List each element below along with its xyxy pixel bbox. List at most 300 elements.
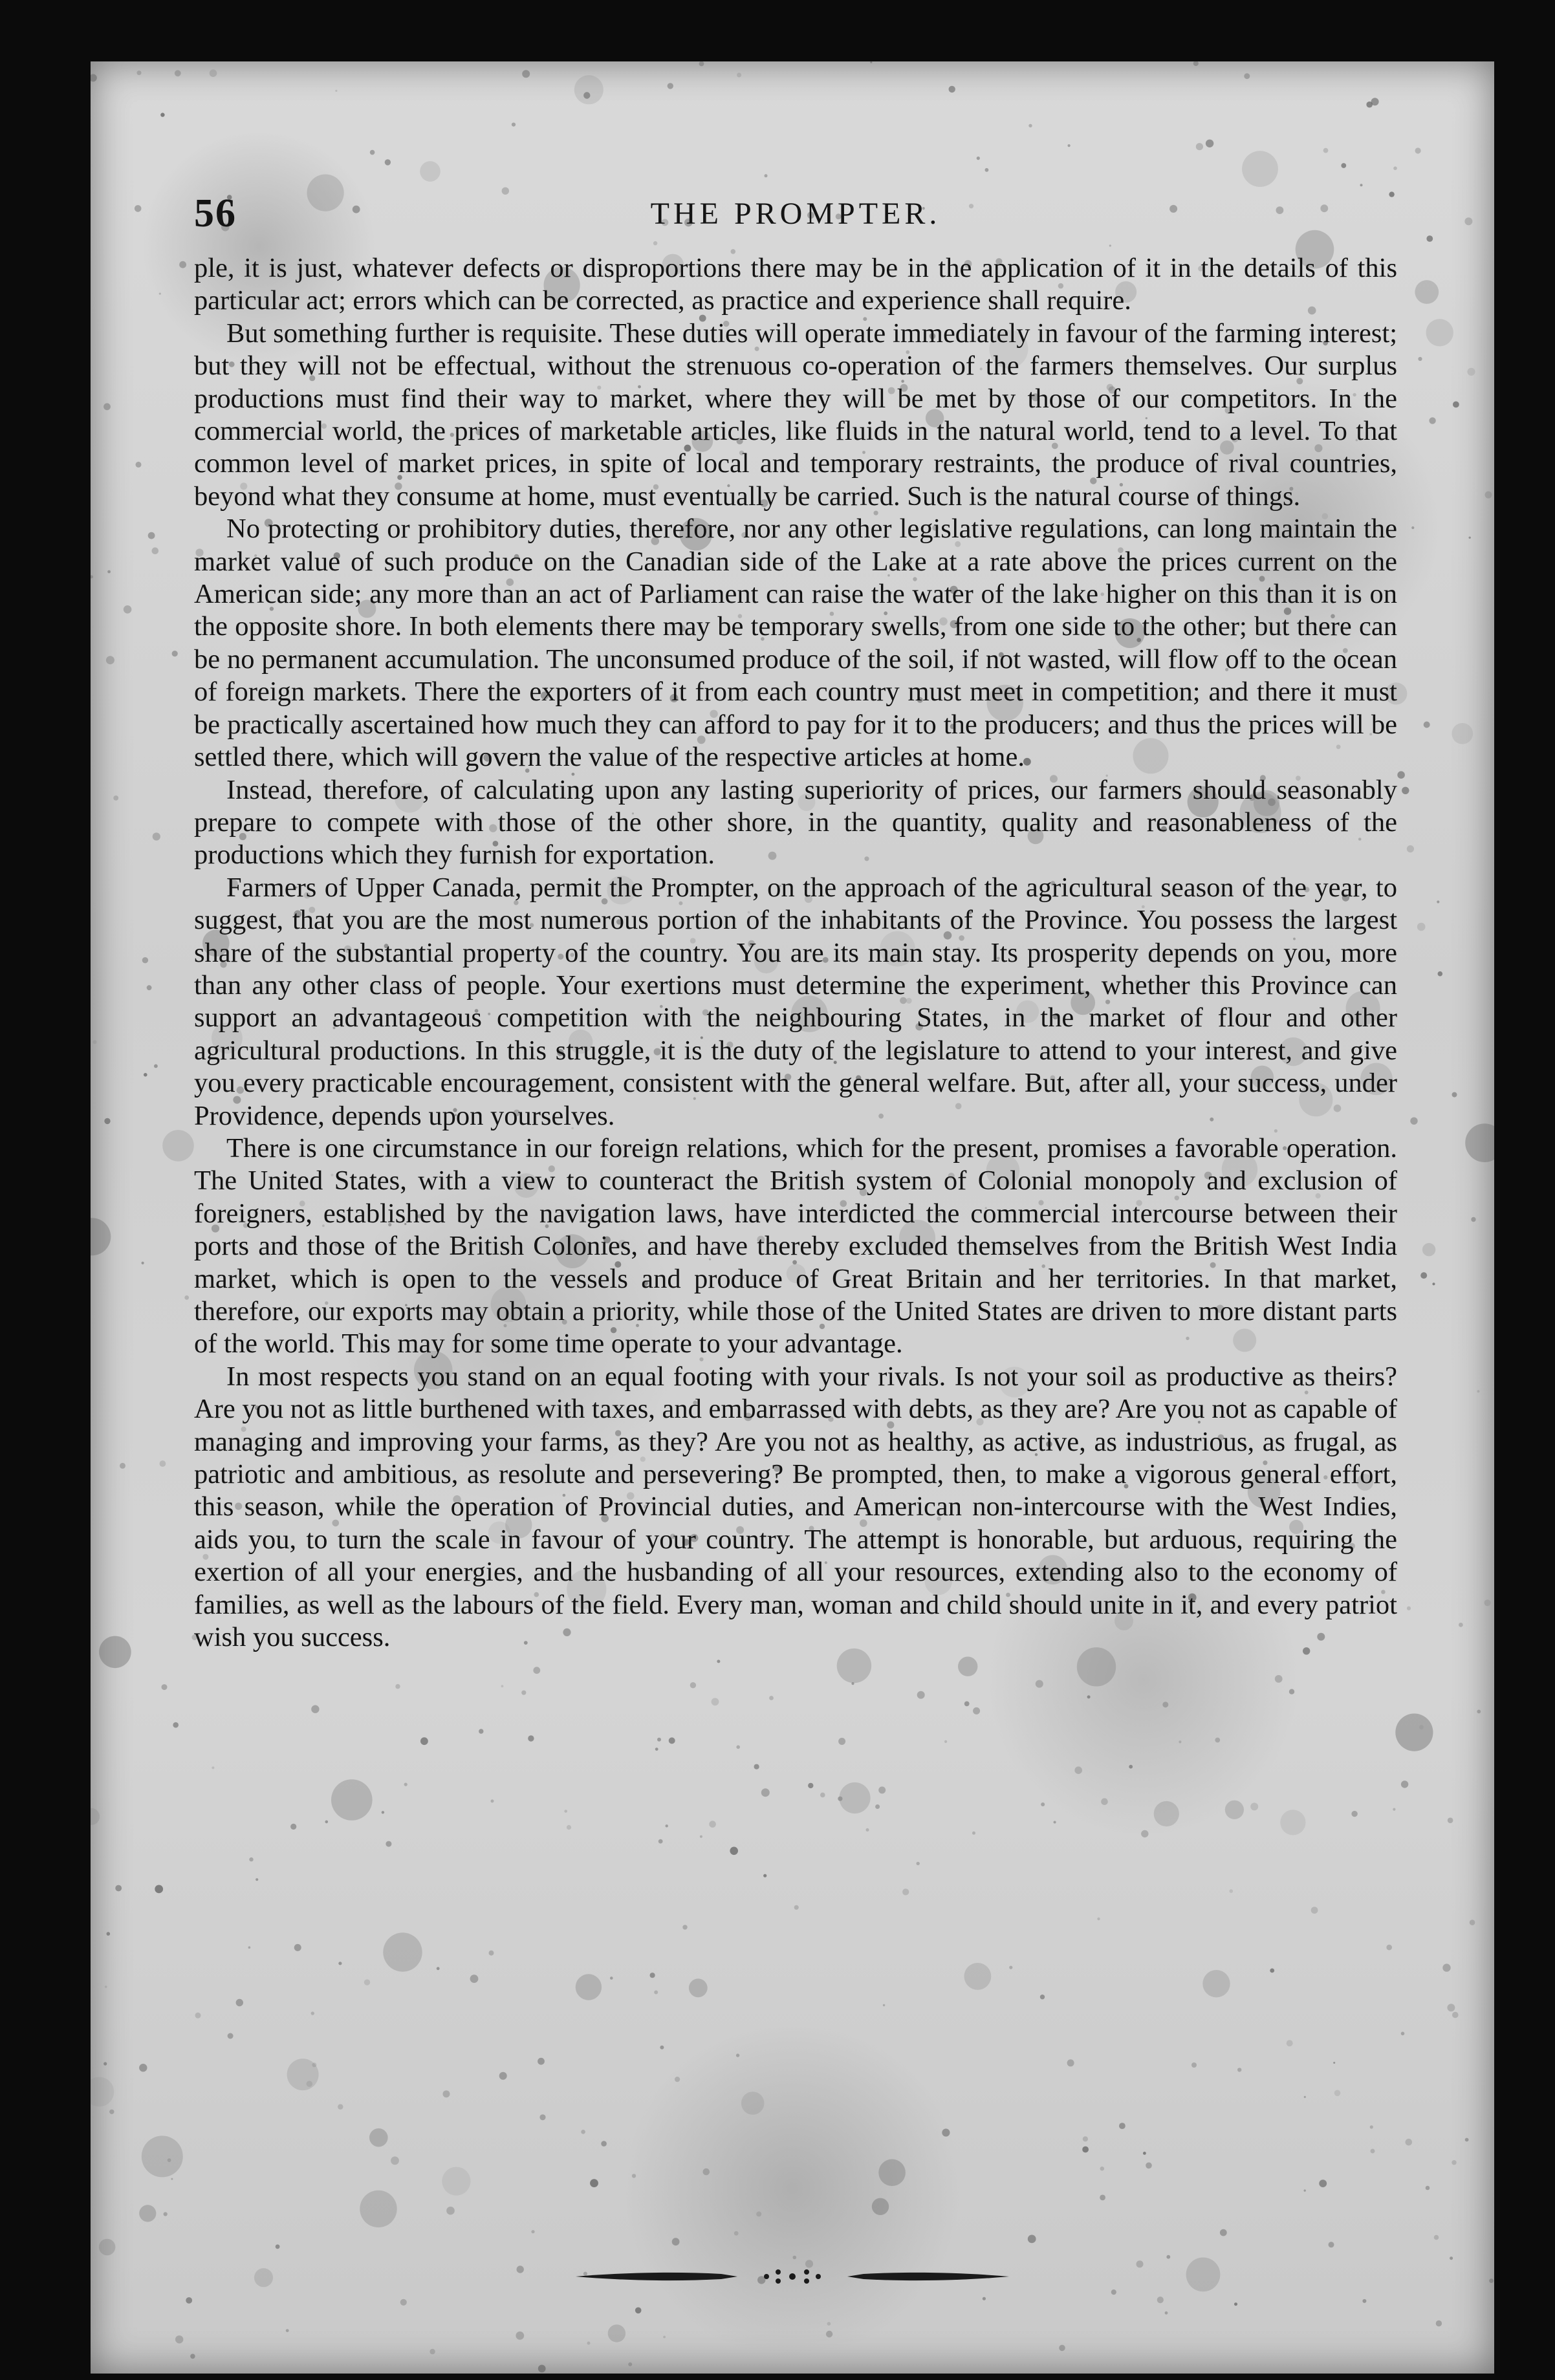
speckle (294, 1944, 301, 1951)
speckle (1304, 2189, 1306, 2191)
speckle (147, 985, 152, 990)
speckle (583, 92, 590, 98)
speckle (737, 73, 741, 78)
speckle (142, 2136, 183, 2177)
speckle (682, 1925, 687, 1929)
speckle (1401, 1780, 1408, 1788)
speckle (290, 1824, 296, 1830)
speckle (1028, 2235, 1036, 2244)
speckle (635, 2308, 642, 2314)
speckle (666, 1824, 668, 1827)
speckle (1191, 2062, 1197, 2068)
speckle (985, 168, 989, 172)
speckle (135, 205, 142, 212)
speckle (820, 1793, 825, 1798)
ornament-dot (776, 2269, 781, 2275)
speckle (917, 1691, 925, 1699)
speckle (1165, 2311, 1168, 2315)
ornament-dot (804, 2278, 809, 2284)
speckle (538, 2365, 546, 2373)
speckle (1452, 2012, 1459, 2018)
speckle (137, 70, 142, 75)
page-number: 56 (194, 191, 237, 235)
speckle (1417, 923, 1426, 931)
speckle (883, 2004, 885, 2006)
speckle (162, 1130, 194, 1162)
speckle (973, 1707, 980, 1715)
speckle (107, 570, 111, 574)
speckle (1119, 2123, 1125, 2129)
speckle (443, 2090, 450, 2097)
speckle (107, 1932, 111, 1936)
speckle (212, 1766, 214, 1769)
speckle (1397, 771, 1405, 779)
speckle (972, 1832, 975, 1835)
speckle (1407, 1606, 1411, 1610)
speckle (1467, 368, 1475, 376)
speckle (1166, 2255, 1170, 2259)
speckle (113, 795, 118, 801)
speckle (1452, 723, 1473, 744)
speckle (730, 1847, 738, 1855)
speckle (793, 2256, 797, 2260)
speckle (1422, 1243, 1435, 1256)
speckle (383, 1932, 422, 1971)
speckle (1067, 2059, 1074, 2066)
speckle (538, 2058, 545, 2065)
speckle (501, 1685, 504, 1687)
speckle (763, 1874, 767, 1877)
speckle (491, 1799, 494, 1802)
speckle (942, 2128, 950, 2136)
speckle (335, 90, 337, 92)
speckle (1453, 402, 1459, 408)
speckle (1289, 1689, 1294, 1694)
ornament-center-dot (789, 2273, 796, 2280)
speckle (574, 75, 604, 104)
speckle (1419, 1725, 1424, 1729)
speckle (1202, 1970, 1230, 1997)
speckle (1193, 61, 1199, 66)
speckle (124, 605, 132, 614)
speckle (1304, 2096, 1306, 2098)
speckle (103, 403, 111, 410)
speckle (1465, 2138, 1469, 2142)
speckle (91, 1808, 100, 1825)
speckle (446, 2207, 455, 2215)
speckle (1129, 1765, 1133, 1769)
speckle (1393, 166, 1397, 170)
speckle (99, 1636, 131, 1669)
speckle (628, 2363, 632, 2366)
speckle (1406, 2139, 1413, 2146)
speckle (386, 1841, 391, 1847)
speckle (1410, 1118, 1417, 1125)
speckle (977, 157, 980, 160)
speckle (1471, 1217, 1475, 1222)
speckle (610, 1976, 613, 1980)
speckle (1452, 2160, 1456, 2165)
speckle (672, 2238, 680, 2245)
speckle (148, 532, 155, 539)
speckle (712, 1698, 719, 1705)
speckle (369, 2128, 388, 2147)
ornament-dot (816, 2274, 821, 2279)
speckle (699, 61, 704, 66)
speckle (420, 161, 440, 182)
speckle (1206, 140, 1213, 147)
speckle (338, 1962, 342, 1965)
speckle (1319, 2180, 1327, 2187)
ornament-dot (776, 2278, 781, 2284)
speckle (1434, 2235, 1439, 2240)
speckle (581, 2130, 585, 2134)
speckle (142, 1262, 144, 1264)
speckle (155, 1885, 163, 1894)
speckle (195, 2013, 201, 2018)
speckle (236, 1999, 243, 2006)
paragraph: Instead, therefore, of calculating upon any lasting superiority of prices, our farmers should seasonably prepare to compete with those of the other shore, in the quantity, quality and reasonableness of the productions which they furnish for exportation. (194, 774, 1397, 871)
speckle (964, 1702, 970, 1707)
speckle (660, 2046, 664, 2050)
speckle (1411, 526, 1414, 529)
speckle (808, 1783, 813, 1788)
speckle (152, 547, 159, 554)
speckle (657, 1738, 661, 1742)
speckle (1401, 2032, 1405, 2036)
speckle (1371, 2149, 1375, 2154)
speckle (521, 1691, 526, 1695)
speckle (1477, 1390, 1480, 1392)
speckle (689, 1978, 708, 1997)
speckle (175, 2335, 183, 2343)
speckle (1459, 1623, 1463, 1627)
speckle (769, 1696, 774, 1700)
speckle (1162, 1702, 1168, 1707)
speckle (331, 1779, 373, 1821)
speckle (587, 2342, 591, 2345)
speckle (1442, 1964, 1450, 1971)
speckle (437, 1967, 440, 1970)
speckle (91, 74, 97, 82)
speckle (360, 2191, 397, 2227)
speckle (1220, 2229, 1227, 2236)
speckle (1234, 2302, 1237, 2306)
speckle (958, 1657, 977, 1676)
speckle (1448, 1817, 1453, 1823)
speckle (564, 1810, 567, 1813)
speckle (311, 2011, 314, 2015)
speckle (154, 1065, 158, 1068)
speckle (878, 1786, 886, 1793)
speckle (106, 656, 114, 664)
speckle (1452, 1092, 1457, 1098)
speckle (1275, 1675, 1283, 1683)
speckle (576, 1974, 602, 2000)
speckle (136, 462, 142, 468)
speckle (382, 1811, 384, 1813)
speckle (370, 150, 375, 155)
speckle (420, 1737, 428, 1745)
speckle (364, 1979, 370, 1985)
speckle (256, 1878, 258, 1881)
speckle (395, 1684, 400, 1689)
page-header (194, 191, 1397, 262)
speckle (1351, 1811, 1357, 1817)
speckle (307, 2081, 312, 2086)
speckle (590, 2179, 598, 2187)
speckle (1424, 722, 1430, 728)
speckle (139, 2064, 147, 2072)
speckle (754, 1764, 759, 1769)
speckle (1040, 1995, 1045, 1999)
speckle (1154, 1801, 1179, 1826)
speckle (1082, 2147, 1089, 2153)
speckle (385, 159, 391, 165)
speckle (794, 1905, 799, 1910)
speckle (210, 69, 217, 77)
speckle (338, 2104, 343, 2109)
speckle (1059, 2345, 1065, 2352)
speckle (1225, 1801, 1244, 1819)
ornament-left-rule (576, 2273, 737, 2280)
speckle (1054, 1821, 1056, 1824)
speckle (668, 83, 673, 89)
speckle (528, 1735, 534, 1741)
speckle (983, 2297, 986, 2300)
speckle (700, 1835, 702, 1838)
speckle (1244, 73, 1250, 79)
speckle (1426, 235, 1433, 242)
speckle (1333, 2062, 1335, 2064)
article-body (194, 252, 1397, 1654)
speckle (1334, 2090, 1341, 2097)
speckle (1100, 2195, 1105, 2201)
speckle (1402, 787, 1409, 794)
page-sheet (91, 61, 1494, 2374)
speckle (104, 1118, 110, 1124)
speckle (632, 2174, 636, 2178)
paragraph: There is one circumstance in our foreign relations, which for the present, promises a favorable operation. The United States, with a view to counteract the British system of Colonial monopoly and exclusion of foreigners, established by the navigation laws, have interdicted the commercial intercourse between their ports and those of the British Colonies, and have thereby excluded themselves from the British West India market, which is open to the vessels and produce of Great Britain and her territories. In that market, therefore, our exports may obtain a priority, while those of the United States are driven to more distant parts of the world. This may for some time operate to your advantage. (194, 1132, 1397, 1359)
speckle (160, 113, 164, 116)
speckle (325, 1821, 329, 1824)
speckle (872, 2198, 889, 2215)
speckle (1196, 143, 1203, 150)
speckle (105, 1985, 107, 1988)
speckle (175, 70, 181, 76)
speckle (1280, 1810, 1305, 1835)
speckle (709, 1821, 716, 1828)
speckle (690, 1682, 696, 1688)
speckle (875, 1804, 880, 1809)
speckle (1470, 1920, 1475, 1925)
speckle (654, 1991, 658, 1995)
speckle (171, 2178, 173, 2180)
speckle (1450, 2256, 1453, 2260)
speckle (1393, 1808, 1395, 1811)
speckle (1250, 1802, 1258, 1810)
speckle (164, 2212, 168, 2216)
speckle (1323, 148, 1329, 153)
ornament-dot (804, 2269, 809, 2275)
speckle (1141, 1830, 1148, 1837)
paragraph: No protecting or prohibitory duties, therefore, nor any other legislative regulations, can long maintain the market value of such produce on the Canadian side of the Lake at a rate above the prices current on the American side; any more than an act of Parliament can raise the water of the lake higher on this than it is on the opposite shore. In both elements there may be temporary swells, from one side to the other; but there can be no permanent accumulation. The unconsumed produce of the soil, if not wasted, will flow off to the ocean of foreign markets. There the exporters of it from each country must meet in competition; and there it must be practically ascertained how much they can afford to pay for it to the producers; and thus the prices will be settled there, which will govern the value of the respective articles at home. (194, 514, 1397, 773)
speckle (286, 2329, 289, 2332)
speckle (1097, 1918, 1100, 1920)
speckle (1464, 217, 1472, 225)
speckle (1370, 2125, 1373, 2128)
speckle (1432, 1282, 1435, 1285)
speckle (99, 2239, 116, 2256)
speckle (430, 2349, 435, 2354)
speckle (878, 2159, 906, 2187)
speckle (944, 1740, 947, 1743)
speckle (601, 2141, 607, 2147)
speckle (675, 2077, 680, 2082)
speckle (1215, 1738, 1220, 1743)
speckle (839, 1782, 870, 1813)
speckle (103, 2062, 107, 2065)
speckle (109, 2110, 114, 2114)
speckle (838, 1738, 845, 1745)
speckle (1362, 2299, 1366, 2303)
speckle (539, 2114, 545, 2120)
speckle (522, 70, 530, 78)
speckle (870, 61, 872, 63)
speckle (734, 2231, 739, 2236)
speckle (741, 2092, 765, 2115)
speckle (1009, 1966, 1012, 1969)
speckle (1395, 1714, 1433, 1751)
speckle (1429, 417, 1435, 424)
speckle (139, 2205, 156, 2222)
speckle (765, 174, 768, 177)
speckle (917, 1862, 920, 1865)
speckle (1341, 163, 1346, 168)
speckle (276, 2244, 280, 2249)
speckle (608, 2324, 625, 2342)
speckle (512, 123, 516, 127)
speckle (115, 1885, 122, 1892)
speckle (470, 1974, 479, 1983)
speckle (663, 2336, 666, 2339)
speckle (1485, 492, 1492, 499)
speckle (1143, 2152, 1146, 2155)
speckle (717, 1660, 720, 1663)
speckle (1407, 845, 1414, 852)
speckle (1041, 1802, 1045, 1806)
speckle (1420, 1272, 1427, 1279)
paragraph: ple, it is just, whatever defects or disproportions there may be in the application of it in the details of this particular act; errors which can be corrected, as practice and experience shall require. (194, 253, 1397, 316)
speckle (533, 1667, 540, 1674)
speckle (1426, 319, 1453, 346)
speckle (91, 1218, 111, 1255)
speckle (703, 2169, 710, 2176)
speckle (1311, 1907, 1318, 1914)
speckle (866, 1828, 869, 1832)
speckle (120, 1463, 125, 1469)
speckle (1447, 2004, 1455, 2011)
speckle (184, 1295, 189, 1300)
speckle (516, 2331, 524, 2340)
speckle (1469, 537, 1471, 539)
speckle (902, 1888, 909, 1895)
speckle (153, 832, 160, 840)
speckle (1484, 1599, 1491, 1606)
speckle (650, 1973, 655, 1978)
speckle (1415, 147, 1421, 153)
speckle (655, 1747, 658, 1751)
speckle (567, 1825, 571, 1830)
speckle (287, 2059, 319, 2090)
speckle (1146, 2163, 1152, 2169)
speckle (1083, 2136, 1088, 2141)
speckle (1477, 1710, 1481, 1714)
speckle (92, 1040, 96, 1044)
speckle (144, 1073, 147, 1077)
speckle (756, 2211, 761, 2216)
speckle (142, 957, 148, 963)
speckle (1366, 102, 1373, 108)
speckle (761, 1788, 770, 1797)
speckle (159, 293, 161, 295)
speckle (658, 1839, 663, 1844)
speckle (499, 2072, 507, 2080)
speckle (228, 2033, 234, 2039)
speckle (391, 2156, 399, 2165)
speckle (1028, 124, 1032, 127)
speckle (1087, 1695, 1091, 1698)
paragraph: In most respects you stand on an equal footing with your rivals. Is not your soil as productive as theirs? Are you not as little burthened with taxes, and embarrassed with debts, as they are? Are you not as capable of managing and improving your farms, as they? Are you not as healthy, as active, as industrious, as frugal, as patriotic and ambitious, as resolute and persevering? Be prompted, then, to make a vigorous general effort, this season, while the operation of Provincial duties, and American non-intercourse with the West Indies, aids you, to turn the scale in favour of your country. The attempt is honorable, but arduous, requiring the exertion of all your energies, and the husbanding of all your resources, extending also to the economy of families, as well as the labours of the field. Every man, woman and child should unite in it, and every patriot wish you success. (194, 1361, 1397, 1653)
paragraph: But something further is requisite. These duties will operate immediately in favour of the farming interest; but they will not be effectual, without the strenuous co-operation of the farmers themselves. Our surplus productions must find their way to market, where they will be met by those of our competitors. In the commercial world, the prices of marketable articles, like fluids in the natural world, tend to a level. To that common level of market prices, in spite of local and temporary restraints, the produce of rival countries, beyond what they consume at home, must eventually be carried. Such is the natural course of things. (194, 318, 1397, 512)
speckle (249, 1857, 253, 1861)
running-title: THE PROMPTER. (650, 197, 941, 231)
speckle (1036, 1680, 1043, 1688)
speckle (1270, 1969, 1274, 1973)
speckle (248, 1946, 251, 1949)
speckle (949, 86, 955, 92)
speckle (91, 575, 93, 578)
speckle (186, 2297, 192, 2304)
speckle (179, 261, 186, 268)
speckle (1329, 2242, 1334, 2247)
ornament-right-rule (847, 2273, 1009, 2280)
speckle (1438, 971, 1443, 977)
speckle (489, 1951, 494, 1956)
speckle (1465, 1123, 1494, 1162)
speckle (736, 1746, 740, 1749)
speckle (1157, 2297, 1164, 2303)
speckle (1436, 2320, 1442, 2326)
speckle (160, 1460, 166, 1467)
speckle (162, 1684, 168, 1690)
ornament-dot (764, 2274, 769, 2279)
paragraph: Farmers of Upper Canada, permit the Prompter, on the approach of the agricultural season of the year, to suggest, that you are the most numerous portion of the inhabitants of the Province. You possess the largest share of the substantial property of the country. You are its main stay. Its prosperity depends on you, more than any other class of people. Your exertions must determine the experiment, whether this Province can support an advantageous competition with the neighbouring States, in the market of flour and other agricultural productions. In this struggle, it is the duty of the legislature to attend to your interest, and give you every practicable encouragement, consistent with the general welfare. But, after all, your success, under Providence, depends upon yourselves. (194, 872, 1397, 1131)
speckle (400, 2299, 407, 2306)
speckle (1111, 2289, 1116, 2295)
speckle (1230, 1889, 1234, 1893)
speckle (531, 2230, 534, 2233)
speckle (1179, 1740, 1181, 1743)
speckle (964, 1963, 992, 1990)
speckle (404, 1783, 408, 1786)
end-ornament (91, 2264, 1494, 2289)
speckle (1426, 2186, 1430, 2191)
speckle (1237, 2068, 1241, 2072)
speckle (1287, 2040, 1293, 2046)
speckle (669, 1737, 675, 1744)
speckle (172, 651, 178, 656)
